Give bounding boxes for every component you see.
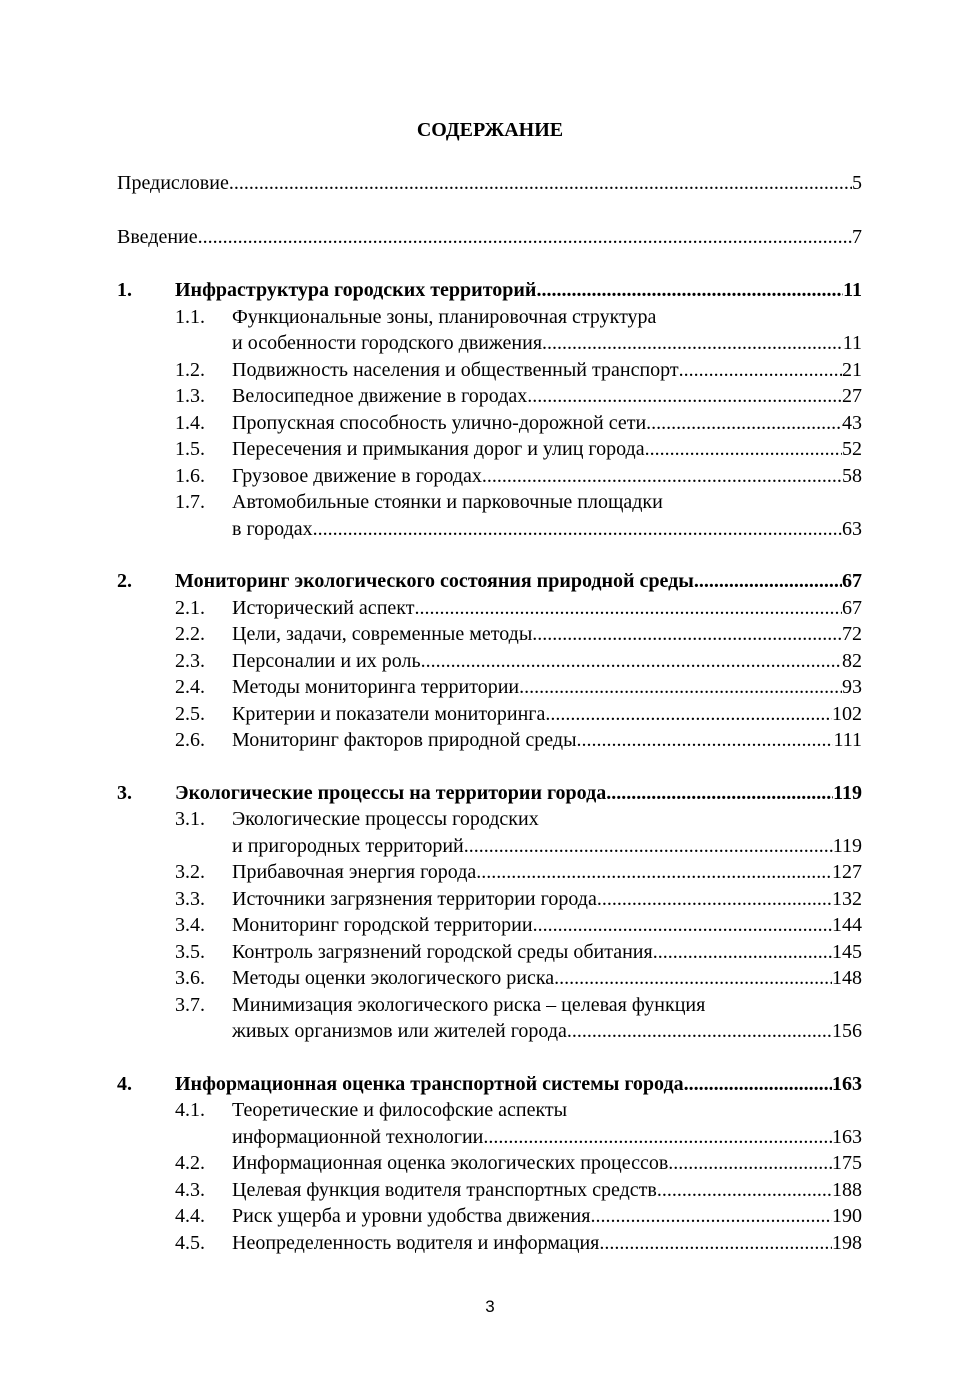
toc-entry[interactable]	[117, 1124, 862, 1151]
dot-leader	[684, 1071, 832, 1098]
entry-page: 119	[832, 834, 862, 857]
entry-title: Предисловие	[117, 172, 229, 194]
entry-title-wrap	[232, 1150, 832, 1177]
entry-page: 11	[843, 279, 862, 301]
entry-title: Исторический аспект	[232, 596, 415, 619]
entry-title-wrap	[232, 833, 833, 860]
entry-number: 4.5.	[175, 1231, 205, 1254]
entry-number: 3.7.	[175, 993, 205, 1016]
entry-number: 3.4.	[175, 914, 205, 936]
entry-title-wrap	[232, 1230, 832, 1257]
entry-title-wrap	[232, 383, 842, 410]
dot-leader	[519, 674, 842, 701]
entry-page: 27	[842, 385, 862, 407]
spacer	[117, 754, 862, 780]
dot-leader	[646, 410, 842, 437]
dot-leader	[567, 1018, 832, 1045]
entry-page: 67	[842, 570, 862, 592]
entry-page: 67	[842, 596, 862, 619]
entry-number: 1.2.	[175, 358, 205, 381]
entry-title-wrap	[232, 886, 832, 913]
toc-entry[interactable]	[117, 1071, 862, 1098]
toc-entry[interactable]	[117, 304, 862, 331]
entry-title-wrap	[232, 621, 842, 648]
entry-title: Велосипедное движение в городах	[232, 385, 528, 407]
entry-number: 2.1.	[175, 596, 205, 619]
entry-title: Автомобильные стоянки и парковочные площадки	[232, 491, 663, 513]
toc-entry[interactable]	[117, 383, 862, 410]
entry-number: 4.4.	[175, 1205, 205, 1227]
entry-page: 156	[832, 1020, 862, 1042]
entry-title-wrap	[175, 780, 833, 807]
entry-page: 132	[832, 887, 862, 910]
dot-leader	[545, 701, 832, 728]
entry-page: 72	[842, 623, 862, 645]
toc-entry[interactable]	[117, 674, 862, 701]
entry-number: 3.1.	[175, 808, 205, 830]
entry-number: 4.	[117, 1072, 132, 1095]
dot-leader	[483, 1124, 832, 1151]
entry-page: 144	[832, 914, 862, 936]
toc-entry[interactable]	[117, 1018, 862, 1045]
dot-leader	[599, 1230, 832, 1257]
toc-entry[interactable]	[117, 912, 862, 939]
entry-page: 7	[852, 225, 862, 248]
dot-leader	[527, 383, 842, 410]
entry-number: 2.	[117, 570, 132, 592]
entry-title-wrap	[232, 357, 842, 384]
entry-title-wrap	[232, 939, 832, 966]
entry-page: 119	[833, 781, 862, 804]
dot-leader	[476, 859, 832, 886]
entry-title: Мониторинг факторов природной среды	[232, 729, 577, 751]
dot-leader	[653, 939, 832, 966]
entry-title: Контроль загрязнений городской среды обитания	[232, 940, 653, 963]
entry-title: Мониторинг экологического состояния природной среды	[175, 570, 694, 592]
toc-entry[interactable]	[117, 224, 862, 251]
entry-title-wrap	[232, 304, 862, 331]
dot-leader	[421, 648, 842, 675]
entry-number: 1.3.	[175, 385, 205, 407]
toc-entry[interactable]	[117, 806, 862, 833]
toc-entry[interactable]	[117, 621, 862, 648]
dot-leader	[532, 621, 842, 648]
dot-leader	[645, 436, 842, 463]
page-title: СОДЕРЖАНИЕ	[416, 119, 564, 141]
entry-title-wrap	[232, 701, 832, 728]
entry-number: 1.4.	[175, 411, 205, 434]
toc-entry[interactable]	[117, 436, 862, 463]
entry-page: 163	[832, 1072, 862, 1095]
entry-title: Функциональные зоны, планировочная структура	[232, 305, 657, 328]
entry-number: 1.1.	[175, 305, 205, 328]
dot-leader	[679, 357, 842, 384]
entry-number: 3.5.	[175, 940, 205, 963]
entry-page: 148	[832, 967, 862, 989]
entry-title: и особенности городского движения	[232, 332, 543, 354]
spacer	[117, 1045, 862, 1071]
entry-title-wrap	[232, 330, 843, 357]
entry-title-wrap	[175, 568, 842, 595]
entry-title: Источники загрязнения территории города	[232, 887, 597, 910]
toc-entry[interactable]	[117, 277, 862, 304]
dot-leader	[597, 886, 832, 913]
entry-page: 43	[842, 411, 862, 434]
dot-leader	[414, 595, 842, 622]
dot-leader	[313, 516, 842, 543]
entry-title: Критерии и показатели мониторинга	[232, 702, 546, 725]
dot-leader	[229, 170, 852, 197]
toc-entry[interactable]	[117, 701, 862, 728]
entry-page: 190	[832, 1205, 862, 1227]
entry-title: информационной технологии	[232, 1125, 484, 1148]
page-number: 3	[485, 1297, 495, 1316]
entry-number: 3.2.	[175, 861, 205, 883]
entry-title-wrap	[232, 516, 842, 543]
entry-page: 93	[842, 676, 862, 698]
entry-title: и пригородных территорий	[232, 834, 464, 857]
toc-entry[interactable]	[117, 1177, 862, 1204]
entry-title: Инфраструктура городских территорий	[175, 279, 537, 301]
entry-title-wrap	[232, 1018, 832, 1045]
entry-page: 58	[842, 464, 862, 487]
entry-title-wrap	[232, 463, 842, 490]
entry-title-wrap	[232, 1177, 832, 1204]
toc-entry[interactable]	[117, 965, 862, 992]
entry-title: в городах	[232, 517, 313, 540]
entry-number: 1.6.	[175, 464, 205, 487]
dot-leader	[464, 833, 833, 860]
toc-entry[interactable]	[117, 463, 862, 490]
dot-leader	[694, 568, 842, 595]
entry-title: Персоналии и их роль	[232, 649, 421, 672]
entry-title-wrap	[232, 965, 832, 992]
entry-title: Экологические процессы на территории города	[175, 781, 607, 804]
entry-title: Минимизация экологического риска – целевая функция	[232, 993, 706, 1016]
entry-page: 175	[832, 1152, 862, 1174]
entry-title: Теоретические и философские аспекты	[232, 1099, 568, 1121]
entry-title: Пересечения и примыкания дорог и улиц города	[232, 438, 645, 460]
toc-entry[interactable]	[117, 516, 862, 543]
entry-title-wrap	[232, 1097, 862, 1124]
dot-leader	[536, 277, 843, 304]
entry-title-wrap	[175, 277, 843, 304]
toc-entry[interactable]	[117, 1097, 862, 1124]
toc-entry[interactable]	[117, 727, 862, 754]
toc-entry[interactable]	[117, 780, 862, 807]
dot-leader	[542, 330, 843, 357]
entry-title: Методы оценки экологического риска	[232, 967, 555, 989]
toc-entry[interactable]	[117, 170, 862, 197]
entry-title-wrap	[232, 1203, 832, 1230]
toc-entry[interactable]	[117, 1203, 862, 1230]
entry-title: Экологические процессы городских	[232, 808, 539, 830]
entry-title-wrap	[232, 674, 842, 701]
entry-page: 198	[832, 1231, 862, 1254]
entry-page: 163	[832, 1125, 862, 1148]
entry-page: 52	[842, 438, 862, 460]
entry-number: 3.6.	[175, 967, 205, 989]
entry-title: Подвижность населения и общественный транспорт	[232, 358, 679, 381]
entry-title-wrap	[232, 648, 842, 675]
toc-entry[interactable]	[117, 357, 862, 384]
entry-page: 111	[833, 729, 862, 751]
entry-title-wrap	[232, 727, 833, 754]
toc-entry[interactable]	[117, 568, 862, 595]
dot-leader	[554, 965, 832, 992]
entry-number: 1.7.	[175, 491, 205, 513]
entry-page: 5	[852, 172, 862, 194]
entry-title: Введение	[117, 225, 198, 248]
entry-number: 2.4.	[175, 676, 205, 698]
entry-number: 4.3.	[175, 1178, 205, 1201]
entry-number: 2.5.	[175, 702, 205, 725]
entry-title-wrap	[232, 859, 832, 886]
entry-title-wrap	[232, 806, 862, 833]
entry-title-wrap	[117, 224, 852, 251]
entry-page: 82	[842, 649, 862, 672]
dot-leader	[198, 224, 852, 251]
toc-entry[interactable]	[117, 992, 862, 1019]
entry-title: Информационная оценка экологических процессов	[232, 1152, 669, 1174]
entry-number: 4.2.	[175, 1152, 205, 1174]
entry-title: Информационная оценка транспортной системы города	[175, 1072, 684, 1095]
toc-entry[interactable]	[117, 330, 862, 357]
spacer	[117, 250, 862, 277]
entry-title: Риск ущерба и уровни удобства движения	[232, 1205, 591, 1227]
toc-entry[interactable]	[117, 648, 862, 675]
dot-leader	[482, 463, 842, 490]
toc-entry[interactable]	[117, 1150, 862, 1177]
entry-number: 3.3.	[175, 887, 205, 910]
toc-entry[interactable]	[117, 939, 862, 966]
entry-title-wrap	[232, 410, 842, 437]
entry-number: 4.1.	[175, 1099, 205, 1121]
entry-title: Методы мониторинга территории	[232, 676, 520, 698]
entry-page: 21	[842, 358, 862, 381]
entry-page: 11	[842, 332, 862, 354]
entry-page: 127	[832, 861, 862, 883]
dot-leader	[606, 780, 833, 807]
table-of-contents	[117, 170, 862, 1256]
entry-number: 2.3.	[175, 649, 205, 672]
entry-number: 1.5.	[175, 438, 205, 460]
toc-entry[interactable]	[117, 595, 862, 622]
entry-title-wrap	[232, 595, 842, 622]
entry-title: живых организмов или жителей города	[232, 1020, 567, 1042]
entry-title: Мониторинг городской территории	[232, 914, 533, 936]
toc-entry[interactable]	[117, 859, 862, 886]
toc-entry[interactable]	[117, 410, 862, 437]
toc-entry[interactable]	[117, 489, 862, 516]
entry-title: Целевая функция водителя транспортных средств	[232, 1178, 657, 1201]
toc-entry[interactable]	[117, 833, 862, 860]
dot-leader	[668, 1150, 832, 1177]
spacer	[117, 197, 862, 224]
dot-leader	[577, 727, 834, 754]
entry-title: Цели, задачи, современные методы	[232, 623, 533, 645]
dot-leader	[657, 1177, 832, 1204]
entry-number: 3.	[117, 781, 132, 804]
spacer	[117, 542, 862, 568]
entry-title-wrap	[232, 489, 862, 516]
entry-title: Прибавочная энергия города	[232, 861, 477, 883]
entry-title-wrap	[232, 436, 842, 463]
entry-title-wrap	[232, 1124, 832, 1151]
dot-leader	[533, 912, 832, 939]
dot-leader	[590, 1203, 832, 1230]
entry-page: 63	[842, 517, 862, 540]
entry-title: Пропускная способность улично-дорожной сети	[232, 411, 647, 434]
entry-page: 102	[832, 702, 862, 725]
entry-title: Неопределенность водителя и информация	[232, 1231, 600, 1254]
entry-number: 2.6.	[175, 729, 205, 751]
entry-title-wrap	[175, 1071, 832, 1098]
entry-title-wrap	[232, 992, 862, 1019]
entry-page: 145	[832, 940, 862, 963]
toc-entry[interactable]	[117, 886, 862, 913]
toc-entry[interactable]	[117, 1230, 862, 1257]
entry-title: Грузовое движение в городах	[232, 464, 482, 487]
entry-page: 188	[832, 1178, 862, 1201]
entry-number: 2.2.	[175, 623, 205, 645]
entry-number: 1.	[117, 279, 132, 301]
entry-title-wrap	[232, 912, 832, 939]
entry-title-wrap	[117, 170, 852, 197]
